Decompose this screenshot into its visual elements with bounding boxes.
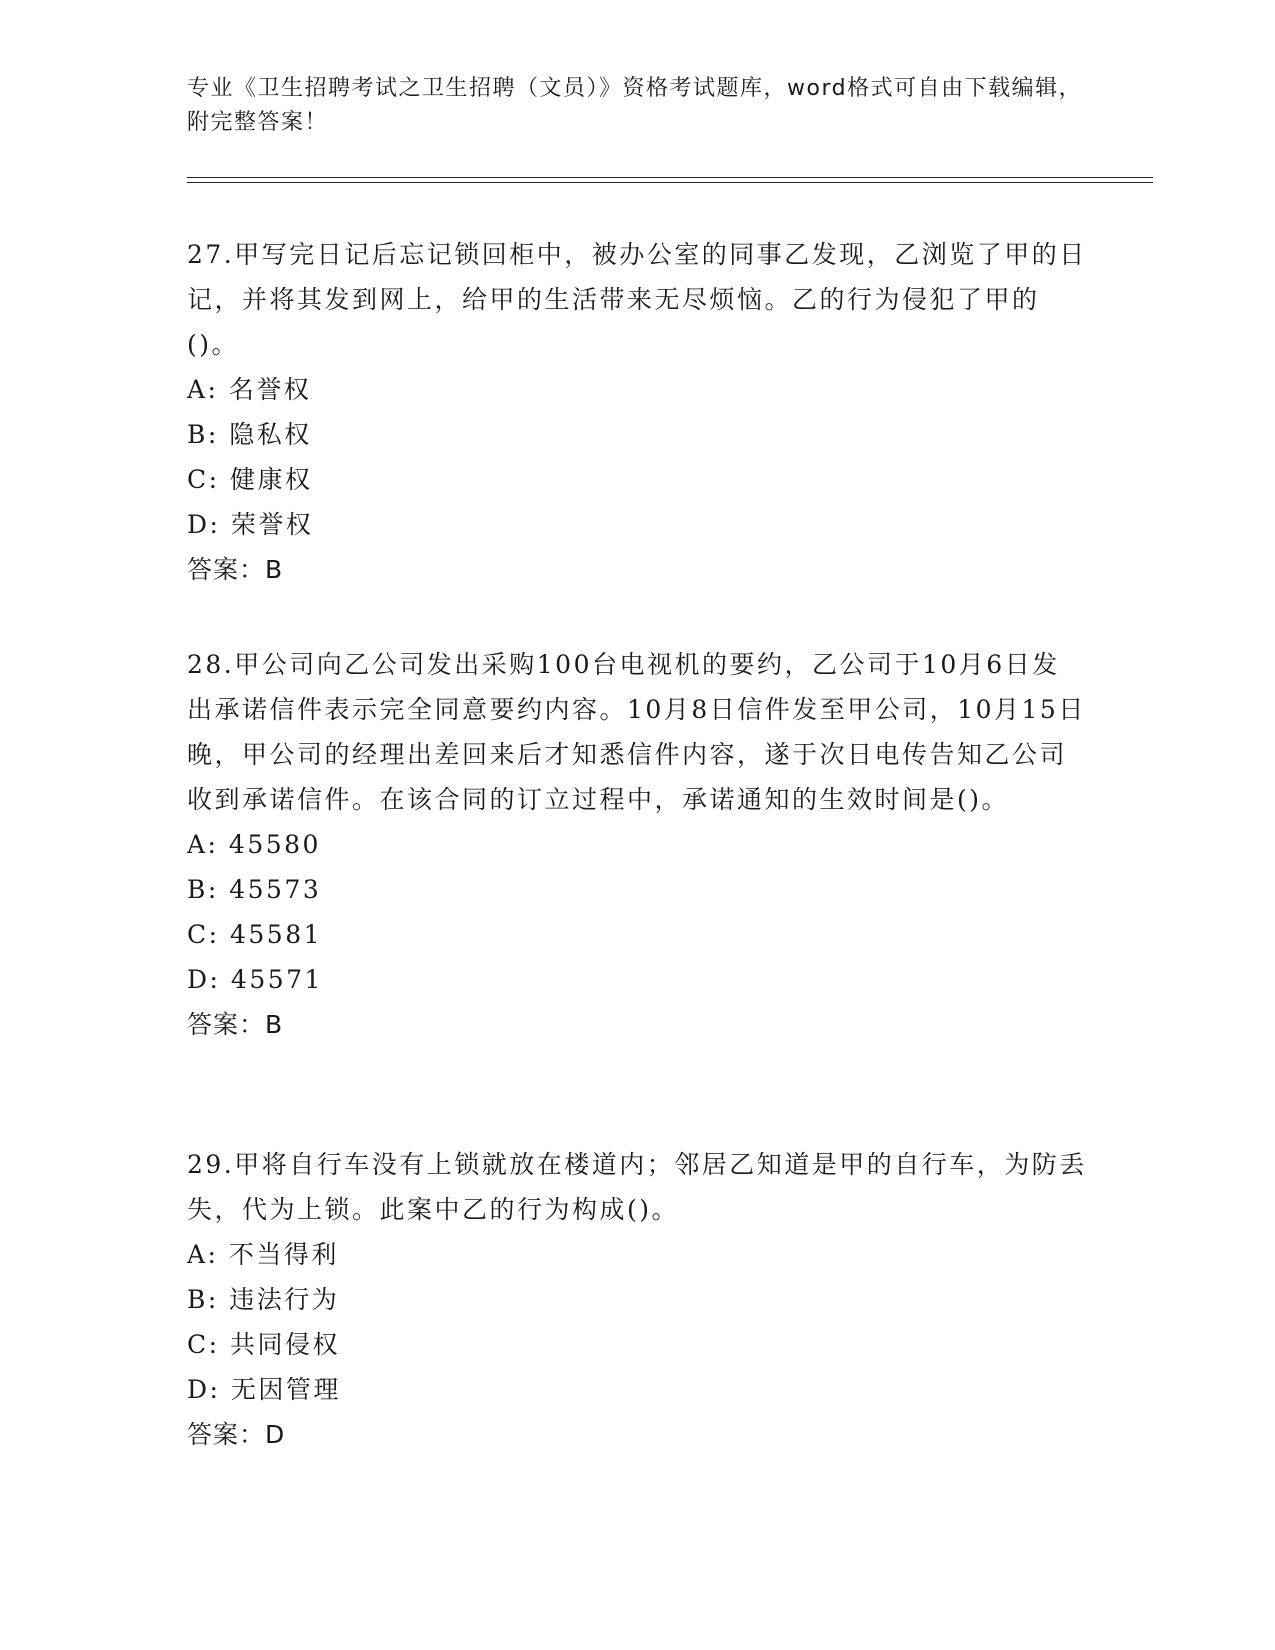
option-c: C: 45581 <box>187 920 323 949</box>
question-stem: 27.甲写完日记后忘记锁回柜中，被办公室的同事乙发现，乙浏览了甲的日记，并将其发到网上，给甲的生活带来无尽烦恼。乙的行为侵犯了甲的()。 <box>187 240 1087 359</box>
answer-line: 答案：B <box>187 1010 284 1039</box>
question-27 <box>187 232 1087 592</box>
option-c: C: 共同侵权 <box>187 1330 340 1359</box>
option-b: B: 45573 <box>187 875 322 904</box>
answer-line: 答案：D <box>187 1420 286 1449</box>
option-b: B: 违法行为 <box>187 1285 340 1314</box>
option-c: C: 健康权 <box>187 465 313 494</box>
document-header: 专业《卫生招聘考试之卫生招聘（文员）》资格考试题库，word格式可自由下载编辑，附完整答案！ <box>187 76 1083 135</box>
option-b: B: 隐私权 <box>187 420 312 449</box>
question-stem: 28.甲公司向乙公司发出采购100台电视机的要约，乙公司于10月6日发出承诺信件表示完全同意要约内容。10月8日信件发至甲公司，10月15日晚，甲公司的经理出差回来后才知悉信件内容，遂于次日电传告知乙公司收到承诺信件。在该合同的订立过程中，承诺通知的生效时间是()。 <box>187 650 1086 814</box>
option-a: A: 名誉权 <box>187 375 312 404</box>
option-a: A: 不当得利 <box>187 1240 339 1269</box>
header-divider <box>187 177 1153 178</box>
question-stem: 29.甲将自行车没有上锁就放在楼道内；邻居乙知道是甲的自行车，为防丢失，代为上锁。此案中乙的行为构成()。 <box>187 1150 1087 1224</box>
option-d: D: 荣誉权 <box>187 510 314 539</box>
option-d: D: 无因管理 <box>187 1375 341 1404</box>
option-a: A: 45580 <box>187 830 321 859</box>
question-28 <box>187 642 1087 1047</box>
question-29 <box>187 1142 1087 1457</box>
header-divider-double <box>187 182 1153 183</box>
option-d: D: 45571 <box>187 965 323 994</box>
answer-line: 答案：B <box>187 555 284 584</box>
